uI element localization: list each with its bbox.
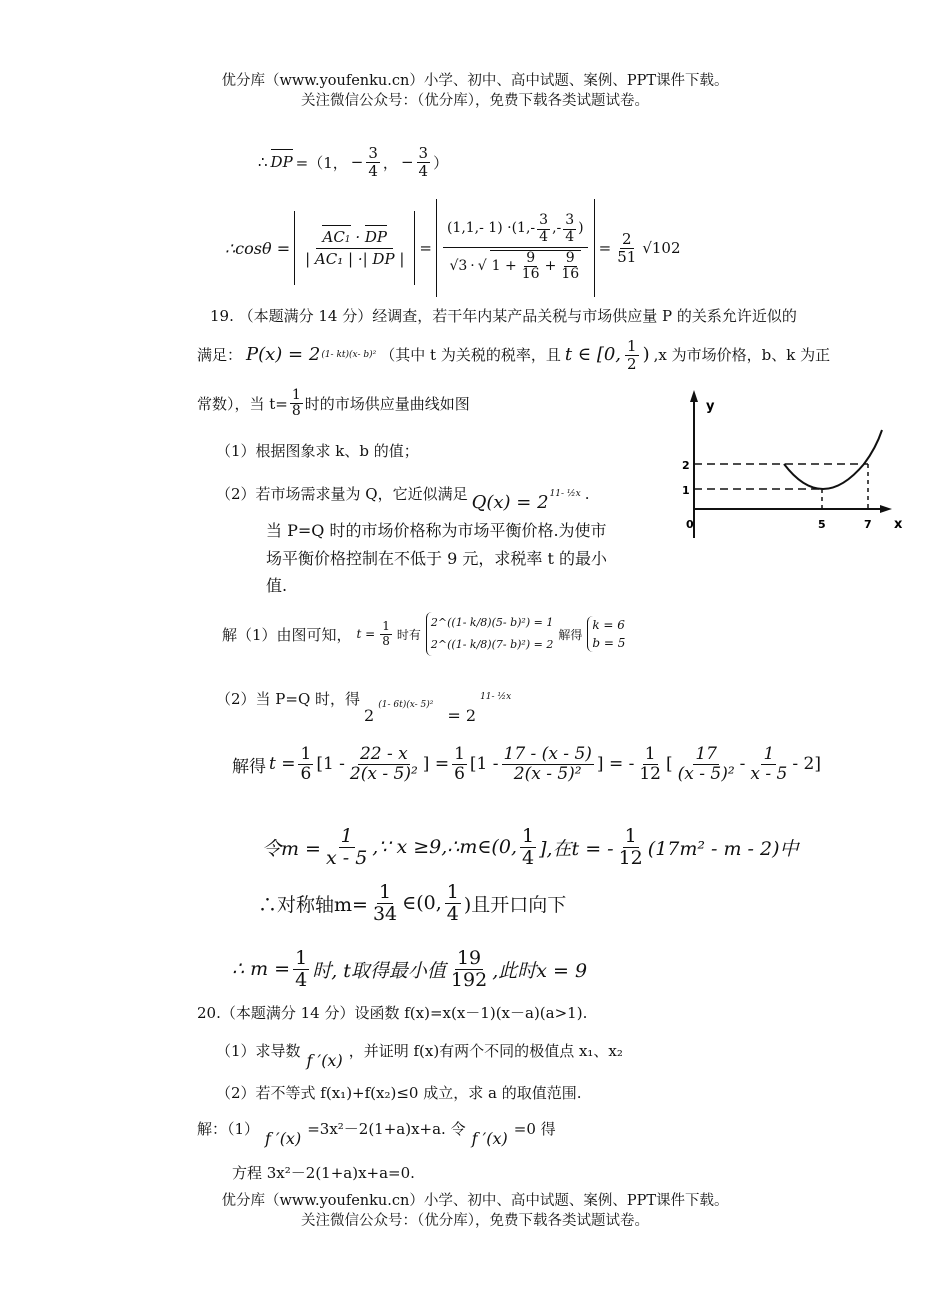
q20-equation: 方程 3x²－2(1+a)x+a=0. <box>232 1164 415 1182</box>
q20-solution-1: 解：（1） f ′(x) =3x²－2(1+a)x+a. 令 f ′(x) =0 得 <box>197 1120 556 1148</box>
q19-part-2-line-2: 当 P=Q 时的市场价格称为市场平衡价格.为使市 <box>266 521 607 540</box>
y-axis-arrow <box>690 390 698 402</box>
origin-label: 0 <box>686 518 694 531</box>
sol19-step-5: ∴对称轴m= $\frac{1}{34}$ ∈(0, 1 4 )且开口向下 <box>258 881 567 925</box>
q19-line-2: 满足： P(x) = 2 (1- kt)(x- b)² （其中 t 为关税的税率，且 t ∈ [0, 1 2 ) ,x 为市场价格，b、k 为正 <box>197 337 831 373</box>
sol19-step-1: 解（1）由图可知， t = $\frac{1}{8}$ 时有 2^((1- k/8)(5- b)²) = 1 2^((1- k/8)(7- b)²) = 2 解得 k = 6 b = 5 <box>222 612 625 656</box>
q19-line-3: 常数），当 t= $\frac{1}{8}$ 时的市场供应量曲线如图 <box>197 387 470 420</box>
tick-x5: 5 <box>818 518 826 531</box>
q20-part-2: （2）若不等式 f(x₁)+f(x₂)≤0 成立，求 a 的取值范围. <box>216 1084 582 1102</box>
q20-line-1: 20.（本题满分 14 分）设函数 f(x)=x(x－1)(x－a)(a>1). <box>197 1004 588 1022</box>
supply-curve-graph <box>660 388 910 548</box>
header-line-2: 关注微信公众号：（优分库），免费下载各类试题试卷。 <box>301 93 649 109</box>
dp-vector-line: ∴ DP =（1， − $\frac{3}{4}$ ， − $\frac{3}{4}$ ） <box>258 144 449 180</box>
x-label: x <box>894 517 903 532</box>
y-label: y <box>706 399 715 414</box>
sol19-step-2: （2）当 P=Q 时，得 2 (1- 6t)(x- 5)² = 2 11- ½x <box>216 690 512 725</box>
tick-y2: 2 <box>682 459 690 472</box>
q19-part-2-line-4: 值. <box>266 576 288 595</box>
sol19-step-3: 解得 t = $\frac{1}{6}$ [1 - 22 - x 2(x - 5)² ] = $\frac{1}{6}$ [1 - 17 - (x - 5) 2(x - 5)² ] = - 1 12 [ 17 (x - 5)² - 1 x - 5 - 2] <box>232 744 821 784</box>
header-line-1: 优分库（www.youfenku.cn）小学、初中、高中试题、案例、PPT课件下载。 <box>221 73 729 89</box>
tick-x7: 7 <box>864 518 872 531</box>
q19-part-2-line-3: 场平衡价格控制在不低于 9 元，求税率 t 的最小 <box>266 549 607 568</box>
footer-line-1: 优分库（www.youfenku.cn）小学、初中、高中试题、案例、PPT课件下载。 <box>221 1193 729 1209</box>
tick-y1: 1 <box>682 484 690 497</box>
q19-part-1: （1）根据图象求 k、b 的值； <box>216 442 419 460</box>
x-axis-arrow <box>880 505 892 513</box>
dp-vector-name: DP <box>270 153 293 171</box>
sol19-step-6: ∴ m = $\frac{1}{4}$ 时, t取得最小值 19 192 ,此时x = 9 <box>232 947 588 991</box>
cos-theta-equation: ∴cosθ = AC1 · DP | AC₁ | ·| DP | = (1,1,- 1) ·(1,- 3 4 ,- 3 4 ) √3 · √ 1 + $\frac{9}{16}$ + $\frac{9}{16}$ = $\frac{2}{51}$ √102 <box>225 198 681 298</box>
q20-part-1: （1）求导数 f ′(x) ，并证明 f(x)有两个不同的极值点 x₁、x₂ <box>216 1042 623 1070</box>
sol19-step-4: 令m = $\frac{1}{x - 5}$ ,∵ x ≥9,∴m∈(0, 1 4 ],在t = - 1 12 (17m² - m - 2)中 <box>262 825 799 869</box>
q19-part-2: （2）若市场需求量为 Q，它近似满足 Q(x) = 2 11- ½x . <box>216 485 590 513</box>
footer-line-2: 关注微信公众号：（优分库），免费下载各类试题试卷。 <box>301 1213 649 1229</box>
q19-line-1: 19. （本题满分 14 分）经调查，若干年内某产品关税与市场供应量 P 的关系允许近似的 <box>210 307 797 325</box>
